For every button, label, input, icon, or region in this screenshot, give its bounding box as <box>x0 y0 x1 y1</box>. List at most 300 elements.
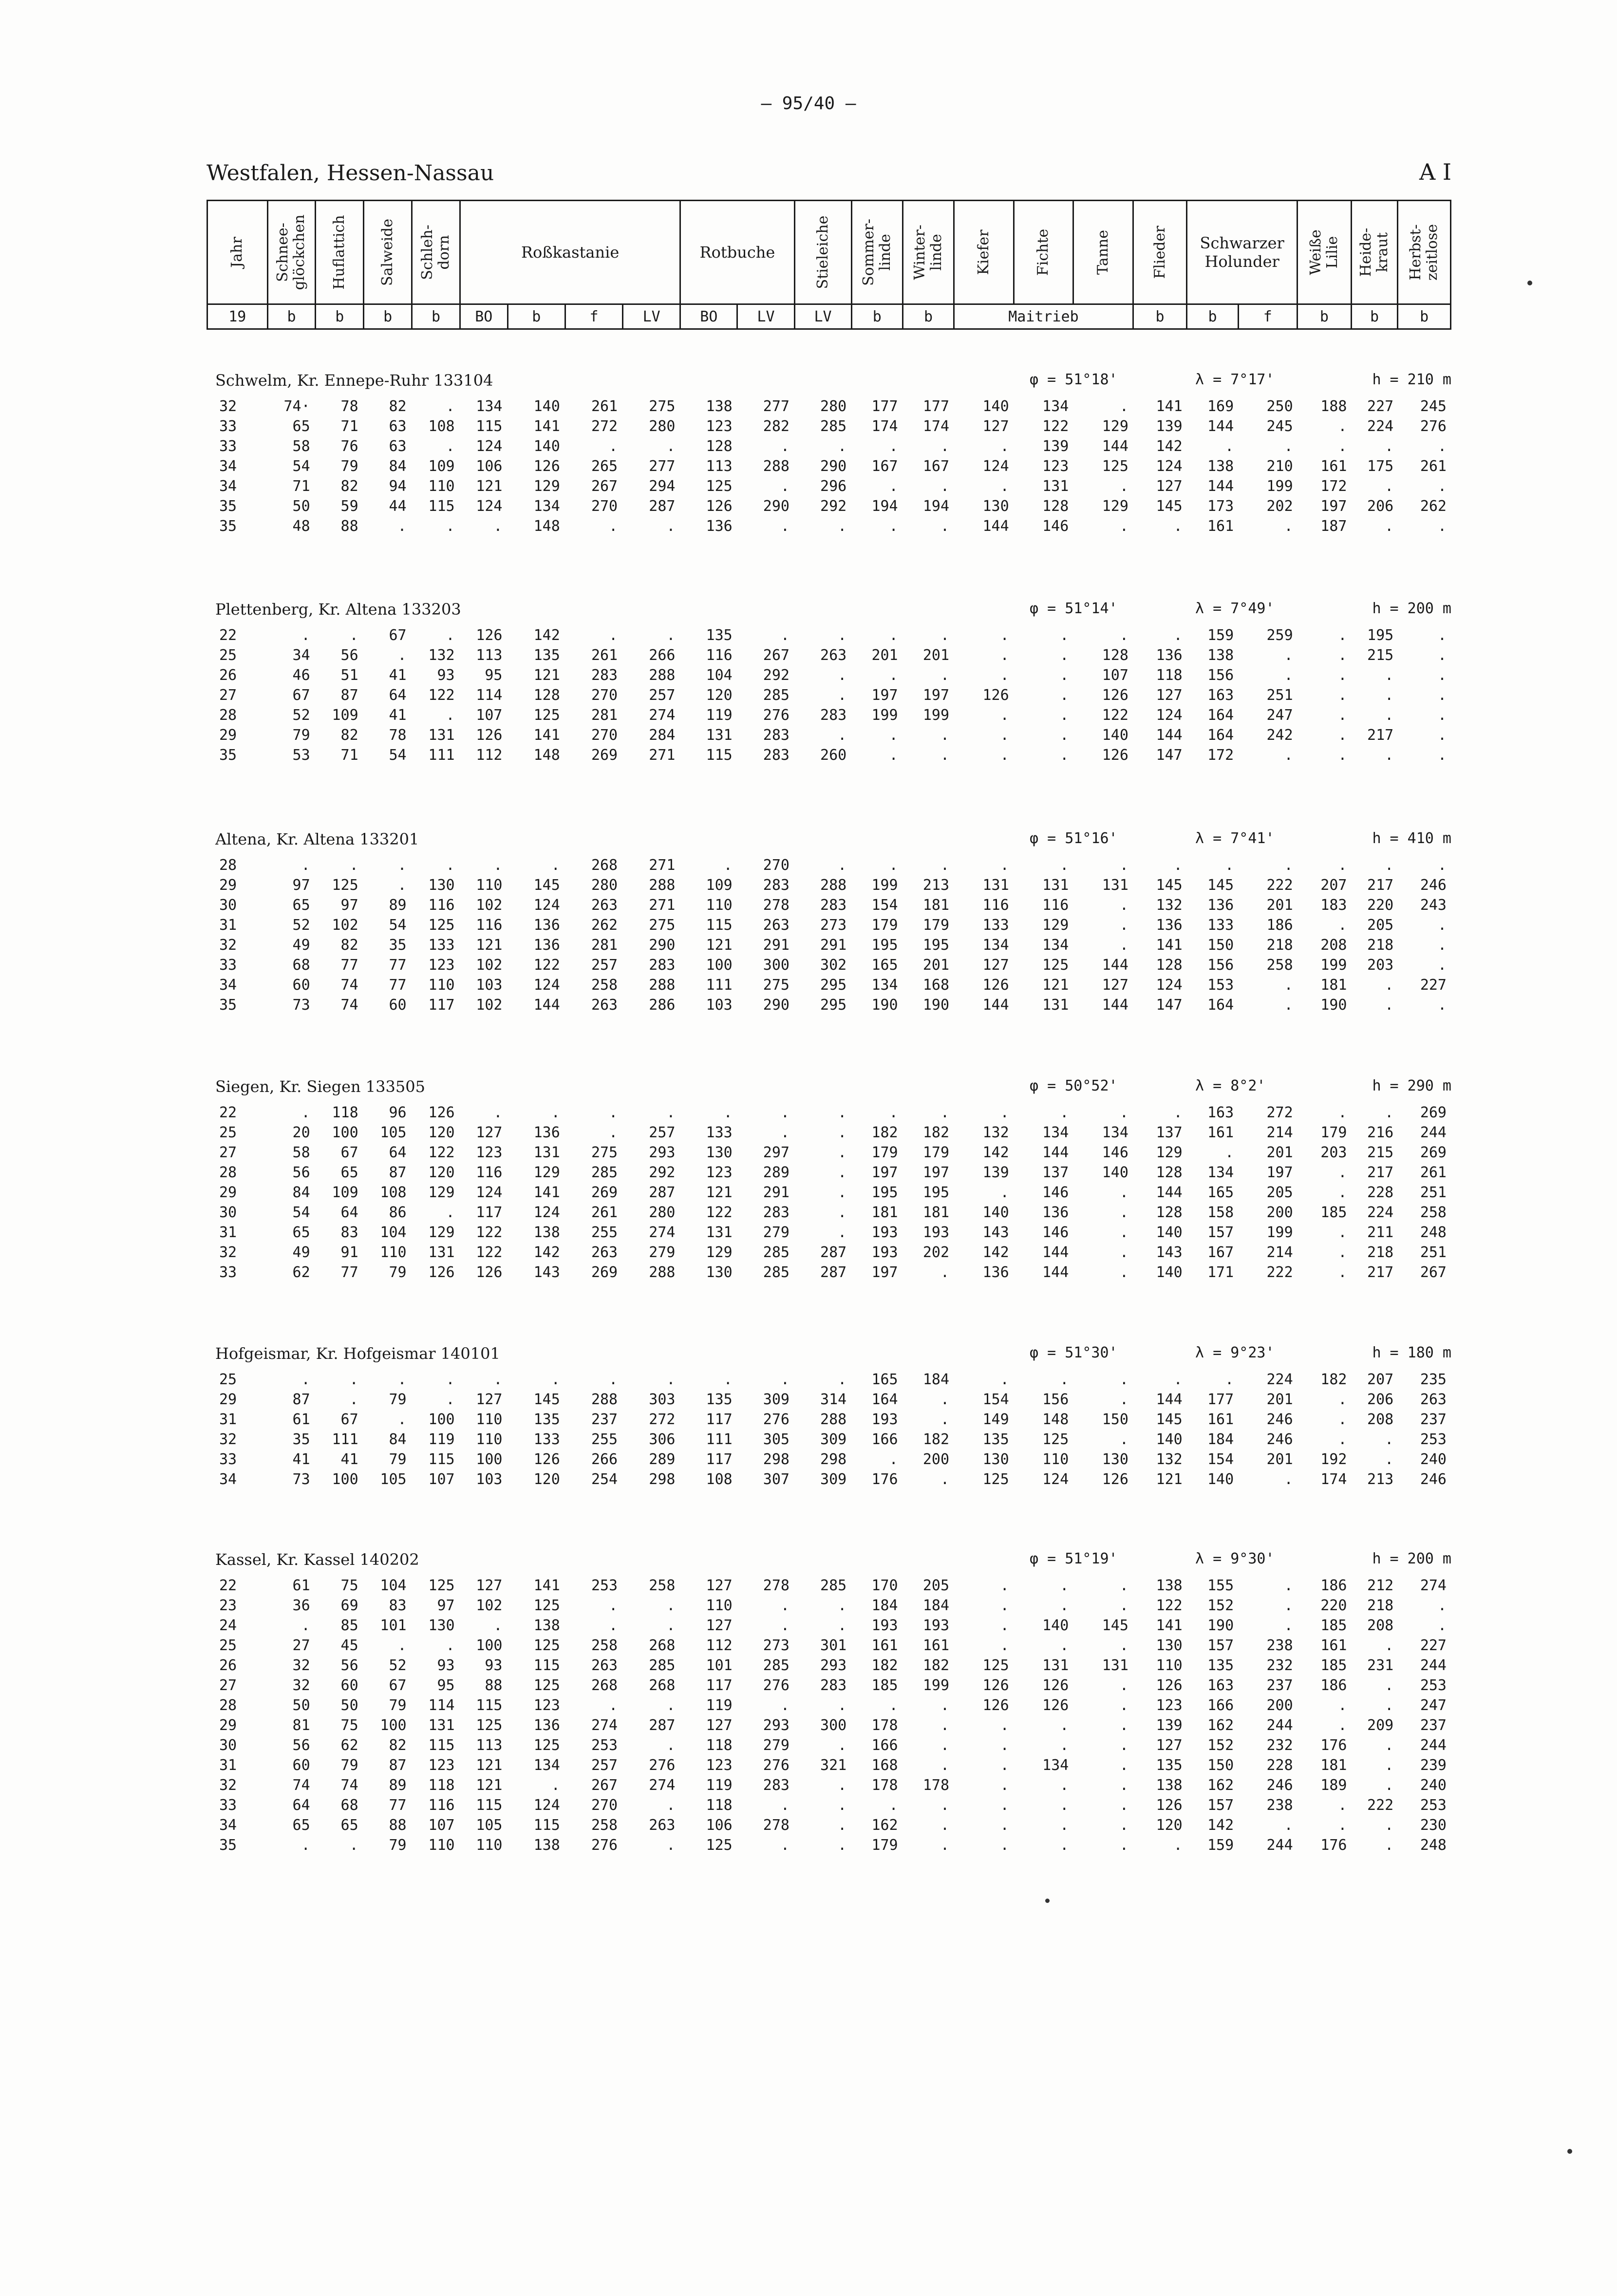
data-cell: . <box>349 627 358 644</box>
data-cell: 281 <box>591 937 618 954</box>
data-cell: 145 <box>533 1391 560 1408</box>
data-cell: 145 <box>1156 1411 1183 1428</box>
data-cell: 147 <box>1156 997 1183 1014</box>
data-cell: . <box>1338 1717 1347 1734</box>
data-cell: 144 <box>1207 478 1234 495</box>
data-cell: . <box>1284 1617 1293 1634</box>
data-cell: 129 <box>1102 498 1128 515</box>
data-cell: 140 <box>533 438 560 455</box>
data-cell: 126 <box>533 458 560 475</box>
data-cell: 201 <box>871 647 898 664</box>
data-cell: 276 <box>763 1677 790 1694</box>
data-cell: . <box>838 1597 847 1614</box>
data-cell: 136 <box>1156 647 1183 664</box>
data-cell: 134 <box>1207 1164 1234 1181</box>
data-cell: 119 <box>706 1697 733 1714</box>
data-cell: . <box>1060 1597 1069 1614</box>
year-cell: 35 <box>219 498 237 515</box>
data-cell: 167 <box>1207 1244 1234 1261</box>
table-row <box>207 1636 1451 1656</box>
data-cell: . <box>1437 627 1447 644</box>
data-cell: 126 <box>476 727 503 744</box>
data-cell: 36 <box>292 1597 310 1614</box>
data-cell: 170 <box>871 1577 898 1594</box>
data-cell: 179 <box>922 1144 950 1161</box>
data-cell: . <box>1385 997 1394 1014</box>
station-header <box>207 1340 1451 1370</box>
data-cell: 244 <box>1266 1717 1293 1734</box>
data-cell: 177 <box>871 398 898 415</box>
data-cell: 227 <box>1367 398 1394 415</box>
data-cell: 124 <box>1156 707 1183 724</box>
data-cell: 56 <box>340 1657 358 1674</box>
data-cell: 161 <box>1320 1637 1347 1654</box>
data-cell: 110 <box>380 1244 407 1261</box>
data-cell: 263 <box>763 917 790 934</box>
data-cell: 65 <box>340 1817 358 1834</box>
data-cell: 246 <box>1266 1431 1293 1448</box>
year-cell: 35 <box>219 518 237 535</box>
station-latitude: φ = 51°18' <box>1030 371 1118 388</box>
data-cell: . <box>493 1104 503 1121</box>
data-cell: . <box>551 857 560 874</box>
data-cell: . <box>1060 1104 1069 1121</box>
data-cell: 232 <box>1266 1737 1293 1754</box>
data-cell: . <box>1385 518 1394 535</box>
data-cell: . <box>1060 647 1069 664</box>
station-block <box>207 1546 1451 1855</box>
year-cell: 25 <box>219 1371 237 1388</box>
table-row <box>207 1656 1451 1675</box>
data-cell: 120 <box>533 1471 560 1488</box>
year-cell: 30 <box>219 897 237 914</box>
data-cell: 58 <box>292 1144 310 1161</box>
data-cell: 94 <box>389 478 407 495</box>
data-cell: 277 <box>649 458 676 475</box>
data-cell: 307 <box>763 1471 790 1488</box>
data-cell: . <box>940 857 950 874</box>
data-cell: 140 <box>982 398 1009 415</box>
data-cell: 288 <box>649 977 676 994</box>
table-row <box>207 1675 1451 1695</box>
data-cell: . <box>1119 1737 1128 1754</box>
data-cell: . <box>397 518 407 535</box>
data-cell: 126 <box>1042 1697 1069 1714</box>
data-cell: 76 <box>340 438 358 455</box>
data-cell: 110 <box>476 1411 503 1428</box>
data-cell: . <box>1119 1371 1128 1388</box>
data-cell: 91 <box>340 1244 358 1261</box>
data-cell: 110 <box>428 1837 455 1854</box>
data-cell: 130 <box>1102 1451 1128 1468</box>
data-cell: 277 <box>763 398 790 415</box>
data-cell: 165 <box>871 1371 898 1388</box>
data-cell: . <box>551 1371 560 1388</box>
data-cell: . <box>1385 1637 1394 1654</box>
subheader-cell: BO <box>680 304 737 329</box>
data-cell: . <box>838 1104 847 1121</box>
data-cell: . <box>1119 1777 1128 1794</box>
data-cell: 152 <box>1207 1597 1234 1614</box>
data-cell: 157 <box>1207 1797 1234 1814</box>
data-cell: 73 <box>292 1471 310 1488</box>
data-cell: 193 <box>871 1224 898 1241</box>
data-cell: 222 <box>1266 877 1293 894</box>
data-cell: 283 <box>820 897 847 914</box>
data-cell: . <box>780 1797 790 1814</box>
data-cell: 268 <box>591 857 618 874</box>
data-cell: . <box>1385 1697 1394 1714</box>
data-cell: 289 <box>649 1451 676 1468</box>
data-cell: 261 <box>591 398 618 415</box>
data-cell: 122 <box>1156 1597 1183 1614</box>
header-tanne: Tanne <box>1073 201 1133 304</box>
data-cell: 268 <box>649 1677 676 1694</box>
data-cell: . <box>838 1837 847 1854</box>
data-cell: 268 <box>649 1637 676 1654</box>
data-cell: 279 <box>649 1244 676 1261</box>
station-name: Plettenberg, Kr. Altena 133203 <box>215 600 461 619</box>
data-cell: 182 <box>922 1124 950 1141</box>
table-row <box>207 1262 1451 1282</box>
data-cell: 32 <box>292 1677 310 1694</box>
data-cell: 283 <box>763 1204 790 1221</box>
data-cell: 135 <box>1207 1657 1234 1674</box>
data-cell: . <box>1000 1637 1009 1654</box>
data-cell: . <box>1119 1204 1128 1221</box>
data-cell: 278 <box>763 897 790 914</box>
data-cell: 258 <box>1266 957 1293 974</box>
data-cell: . <box>1173 1104 1183 1121</box>
data-cell: . <box>446 627 455 644</box>
data-cell: 257 <box>591 957 618 974</box>
data-cell: 208 <box>1320 937 1347 954</box>
data-cell: 107 <box>428 1817 455 1834</box>
data-cell: 272 <box>1266 1104 1293 1121</box>
data-cell: 217 <box>1367 1264 1394 1281</box>
data-cell: . <box>1119 627 1128 644</box>
data-cell: 109 <box>332 707 358 724</box>
data-cell: . <box>723 1104 733 1121</box>
data-cell: 118 <box>1156 667 1183 684</box>
data-cell: 49 <box>292 937 310 954</box>
table-row <box>207 1370 1451 1390</box>
data-cell: 119 <box>428 1431 455 1448</box>
data-cell: . <box>666 627 676 644</box>
data-cell: 56 <box>292 1737 310 1754</box>
data-cell: . <box>1000 707 1009 724</box>
station-header <box>207 826 1451 855</box>
data-cell: . <box>1338 418 1347 435</box>
year-cell: 33 <box>219 438 237 455</box>
data-cell: 131 <box>706 727 733 744</box>
data-cell: 258 <box>591 1637 618 1654</box>
data-cell: 290 <box>763 997 790 1014</box>
data-cell: . <box>838 438 847 455</box>
data-cell: . <box>1385 687 1394 704</box>
data-cell: . <box>1338 1391 1347 1408</box>
data-cell: 289 <box>763 1164 790 1181</box>
data-cell: 127 <box>1156 687 1183 704</box>
data-cell: . <box>1119 897 1128 914</box>
data-cell: 122 <box>428 1144 455 1161</box>
data-cell: 134 <box>533 498 560 515</box>
table-row <box>207 1103 1451 1123</box>
data-cell: 167 <box>922 458 950 475</box>
data-cell: 52 <box>292 707 310 724</box>
data-cell: 296 <box>820 478 847 495</box>
table-row <box>207 625 1451 645</box>
data-cell: 74 <box>340 1777 358 1794</box>
data-cell: 287 <box>649 1184 676 1201</box>
data-cell: . <box>1385 1837 1394 1854</box>
data-cell: 246 <box>1420 1471 1447 1488</box>
data-cell: 125 <box>533 1637 560 1654</box>
data-cell: 288 <box>649 667 676 684</box>
data-cell: 50 <box>292 1697 310 1714</box>
data-cell: 131 <box>428 1244 455 1261</box>
data-cell: 122 <box>1042 418 1069 435</box>
data-cell: 172 <box>1320 478 1347 495</box>
data-cell: 244 <box>1420 1657 1447 1674</box>
year-cell: 32 <box>219 1777 237 1794</box>
data-cell: 287 <box>649 498 676 515</box>
data-cell: . <box>446 707 455 724</box>
data-cell: 79 <box>389 1837 407 1854</box>
data-cell: 140 <box>1207 1471 1234 1488</box>
data-cell: 125 <box>533 1597 560 1614</box>
data-cell: 124 <box>476 1184 503 1201</box>
data-cell: 258 <box>1420 1204 1447 1221</box>
year-cell: 24 <box>219 1617 237 1634</box>
data-cell: 141 <box>533 1184 560 1201</box>
data-cell: . <box>1000 1797 1009 1814</box>
data-cell: 283 <box>763 1777 790 1794</box>
data-cell: 298 <box>763 1451 790 1468</box>
data-cell: . <box>349 1837 358 1854</box>
data-cell: 131 <box>1102 1657 1128 1674</box>
data-cell: 65 <box>292 1224 310 1241</box>
data-cell: 68 <box>292 957 310 974</box>
data-cell: 193 <box>871 1244 898 1261</box>
data-cell: 116 <box>982 897 1009 914</box>
data-cell: 227 <box>1420 977 1447 994</box>
data-cell: . <box>838 1371 847 1388</box>
region-title: Westfalen, Hessen-Nassau <box>207 161 494 186</box>
data-cell: 126 <box>982 1697 1009 1714</box>
data-cell: 113 <box>706 458 733 475</box>
data-cell: 136 <box>1156 917 1183 934</box>
data-cell: 169 <box>1207 398 1234 415</box>
station-block <box>207 367 1451 536</box>
data-cell: . <box>446 1371 455 1388</box>
data-cell: 285 <box>763 1244 790 1261</box>
data-cell: 140 <box>1102 1164 1128 1181</box>
data-cell: 138 <box>533 1224 560 1241</box>
data-cell: . <box>666 1697 676 1714</box>
data-cell: 104 <box>380 1577 407 1594</box>
data-cell: 60 <box>340 1677 358 1694</box>
data-cell: 283 <box>820 1677 847 1694</box>
data-cell: 102 <box>476 997 503 1014</box>
data-cell: 206 <box>1367 498 1394 515</box>
data-cell: 244 <box>1266 1837 1293 1854</box>
data-cell: 65 <box>292 897 310 914</box>
data-cell: 227 <box>1420 1637 1447 1654</box>
data-cell: 288 <box>649 877 676 894</box>
data-cell: . <box>780 438 790 455</box>
data-cell: 302 <box>820 957 847 974</box>
data-cell: 224 <box>1266 1371 1293 1388</box>
year-cell: 28 <box>219 857 237 874</box>
data-cell: . <box>1437 957 1447 974</box>
data-cell: 135 <box>1156 1757 1183 1774</box>
table-row <box>207 855 1451 875</box>
data-cell: 187 <box>1320 518 1347 535</box>
data-cell: 45 <box>340 1637 358 1654</box>
data-cell: 104 <box>380 1224 407 1241</box>
year-cell: 34 <box>219 1471 237 1488</box>
data-cell: . <box>1385 1777 1394 1794</box>
data-cell: 126 <box>982 977 1009 994</box>
data-cell: 231 <box>1367 1657 1394 1674</box>
data-cell: . <box>666 1617 676 1634</box>
data-cell: 79 <box>389 1391 407 1408</box>
data-cell: 194 <box>871 498 898 515</box>
header-schwarzer-holunder: Schwarzer Holunder <box>1187 201 1297 304</box>
data-cell: 208 <box>1367 1411 1394 1428</box>
data-cell: 290 <box>763 498 790 515</box>
data-cell: 179 <box>1320 1124 1347 1141</box>
data-cell: 142 <box>1207 1817 1234 1834</box>
data-cell: 276 <box>763 707 790 724</box>
data-cell: 134 <box>533 1757 560 1774</box>
data-cell: . <box>1437 518 1447 535</box>
data-cell: 74 <box>340 997 358 1014</box>
data-cell: 105 <box>380 1471 407 1488</box>
data-cell: 247 <box>1266 707 1293 724</box>
data-cell: 117 <box>476 1204 503 1221</box>
data-cell: . <box>1225 1371 1234 1388</box>
data-cell: 41 <box>389 667 407 684</box>
data-cell: 210 <box>1266 458 1293 475</box>
data-cell: 156 <box>1207 957 1234 974</box>
data-cell: 305 <box>763 1431 790 1448</box>
data-cell: 159 <box>1207 1837 1234 1854</box>
data-cell: . <box>1437 857 1447 874</box>
table-row <box>207 396 1451 416</box>
data-cell: . <box>1225 857 1234 874</box>
data-cell: 102 <box>476 957 503 974</box>
data-cell: . <box>780 1124 790 1141</box>
data-cell: 64 <box>340 1204 358 1221</box>
data-cell: . <box>1000 667 1009 684</box>
data-cell: . <box>1000 857 1009 874</box>
data-cell: 126 <box>982 1677 1009 1694</box>
data-cell: 199 <box>871 707 898 724</box>
data-cell: 251 <box>1420 1184 1447 1201</box>
data-cell: 174 <box>1320 1471 1347 1488</box>
year-cell: 27 <box>219 1144 237 1161</box>
data-cell: 201 <box>1266 1451 1293 1468</box>
paper-speck <box>1527 281 1532 285</box>
data-cell: . <box>1338 707 1347 724</box>
data-cell: 201 <box>1266 897 1293 914</box>
data-cell: . <box>1338 1104 1347 1121</box>
data-cell: 63 <box>389 418 407 435</box>
data-cell: . <box>940 747 950 764</box>
data-cell: 126 <box>533 1451 560 1468</box>
data-cell: . <box>1338 667 1347 684</box>
data-cell: 288 <box>649 1264 676 1281</box>
data-cell: 215 <box>1367 1144 1394 1161</box>
data-cell: 285 <box>763 1657 790 1674</box>
data-cell: 309 <box>820 1471 847 1488</box>
data-cell: 269 <box>591 1264 618 1281</box>
data-cell: 186 <box>1266 917 1293 934</box>
data-cell: 217 <box>1367 1164 1394 1181</box>
data-cell: 125 <box>706 478 733 495</box>
data-cell: 298 <box>820 1451 847 1468</box>
data-cell: . <box>609 1124 618 1141</box>
data-cell: 126 <box>982 687 1009 704</box>
data-cell: 139 <box>1156 1717 1183 1734</box>
data-cell: 50 <box>340 1697 358 1714</box>
data-cell: 135 <box>706 1391 733 1408</box>
data-cell: 143 <box>533 1264 560 1281</box>
data-cell: 184 <box>922 1371 950 1388</box>
data-cell: 49 <box>292 1244 310 1261</box>
station-header <box>207 367 1451 396</box>
data-cell: 182 <box>871 1124 898 1141</box>
data-cell: 166 <box>871 1431 898 1448</box>
data-cell: 131 <box>1042 478 1069 495</box>
data-cell: 65 <box>292 1817 310 1834</box>
data-cell: . <box>551 1777 560 1794</box>
data-cell: 97 <box>437 1597 455 1614</box>
data-cell: 197 <box>922 687 950 704</box>
data-cell: 133 <box>1207 917 1234 934</box>
data-cell: 166 <box>871 1737 898 1754</box>
year-cell: 32 <box>219 398 237 415</box>
data-cell: . <box>1119 1104 1128 1121</box>
data-cell: . <box>1060 707 1069 724</box>
data-cell: 263 <box>591 1657 618 1674</box>
year-cell: 32 <box>219 1431 237 1448</box>
data-cell: 133 <box>982 917 1009 934</box>
data-cell: 163 <box>1207 1677 1234 1694</box>
table-row <box>207 1430 1451 1449</box>
data-cell: 115 <box>533 1657 560 1674</box>
data-cell: 119 <box>706 1777 733 1794</box>
data-cell: . <box>1284 1471 1293 1488</box>
data-cell: 260 <box>820 747 847 764</box>
data-cell: 253 <box>1420 1677 1447 1694</box>
data-cell: . <box>609 518 618 535</box>
data-cell: . <box>780 518 790 535</box>
data-cell: 144 <box>1042 1264 1069 1281</box>
data-cell: 288 <box>591 1391 618 1408</box>
data-cell: 268 <box>591 1677 618 1694</box>
data-cell: 139 <box>1156 418 1183 435</box>
year-cell: 29 <box>219 1717 237 1734</box>
data-cell: . <box>838 1184 847 1201</box>
data-cell: . <box>1119 478 1128 495</box>
data-cell: 138 <box>706 398 733 415</box>
data-cell: 274 <box>1420 1577 1447 1594</box>
data-cell: . <box>838 857 847 874</box>
data-cell: 185 <box>1320 1657 1347 1674</box>
